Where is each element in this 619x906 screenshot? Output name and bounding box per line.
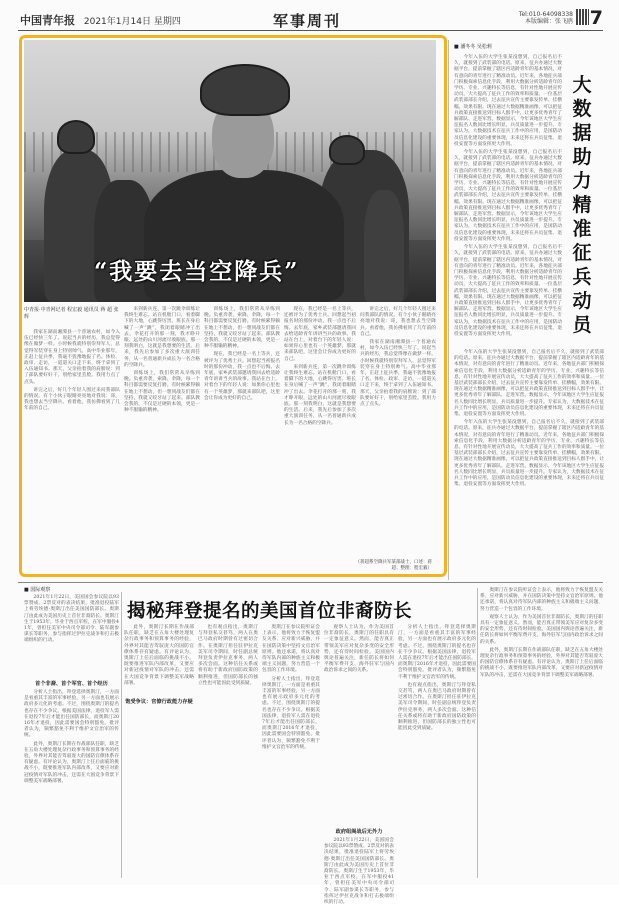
bottom-section-label: ■ 国际观察 (24, 587, 51, 593)
bottom-column-2 (124, 625, 194, 878)
paragraph: 今年入伍的大学生张某没想到，自己报名后不久，就接到了武装部的电话。原来，征兵办通过大数据平台，提前掌握了辖区内适龄青年的基本情况，对有意向的青年进行了精准动员。近年来，各地征兵部门积极探索信息化手段，利用大数据分析适龄青年的学历、专业、兴趣特长等信息，有针对性地开展宣传动员，大大提高了征兵工作的效率和质量。一位基层武装部部长介绍，过去征兵宣传主要靠发传单、挂横幅，效果有限。现在通过大数据精准画像，可以把征兵政策直接推送到目标人群手中，让更多优秀青年了解部队、走进军营。数据显示，今年该地区大学生应征报名人数同比增长明显，兵员质量进一步提升。专家认为，大数据技术在征兵工作中的应用，是国防动员信息化建设的重要体现，未来还将在兵员征集、退役安置等方面发挥更大作用。 (454, 350, 605, 418)
masthead (18, 8, 603, 31)
bottom-subhead-3: 政府组阁战后无外力 (335, 829, 383, 835)
right-article-column-2 (454, 350, 604, 575)
paragraph: 来到新兵连，第一次跳伞训练让我终生难忘。站在机舱门口，看着脚下的大地，心跳得厉害。班长在身后喊了一声“跳”，我闭着眼睛冲了出去。伞花打开的那一刻，我才睁开眼，远处的山川河流尽收眼底。那一刻我明白，这就是我想要的生活。后来，我先后参加了多次重大演训任务，从一名普通新兵成长为一名合格的空降兵。 (284, 364, 356, 426)
contact-info: Tel:010-64098338 本版编辑：张飞鸥 (518, 11, 573, 25)
paragraph: 分析人士指出，拜登选择奥斯汀，一方面是看重其丰富的军事经验，另一方面也有展示政府多元化的考虑。不过，围绕奥斯汀的提名也存在不少争议。根据美国法律，退役军人需在退役7年后才能出任国防部长，而奥斯汀2016年才退役，因此需要国会特别豁免。批评者认为，频繁豁免不利于维护文官治军的传统。 (398, 625, 476, 680)
paragraph: 2021年1月22日，美国国会参议院以93票赞成、2票反对的表决结果，批准退役陆军上将劳埃德·奥斯汀出任美国国防部长。奥斯汀由此成为美国历史上首位非裔防长。奥斯汀生于1953年，毕业于西点军校，在军中服役41年，曾担任美军中央司令部司令、陆军副参谋长等职务，参与指挥过伊拉克战争和打击极端组织的行动。 (24, 595, 119, 644)
paragraph: 现在，我已经是一名上等兵，还被评为了优秀士兵。回想起当初报名时的那份冲动，我一点也不后悔。去年底，家乡武装部邀请我回去给适龄青年讲讲当兵的故事。我站在台上，对着台下的年轻人说：如果你心里也有一个英雄梦，那就来部队吧，这里会让你成为更好的自己。 (284, 307, 356, 362)
paragraph: 此外，奥斯汀长期在作战部队任职，缺乏在五角大楼处理复杂行政事务和预算事务的经验，外界对其能否驾驭庞大的国防官僚体系存有疑虑。有评论认为，奥斯汀上任后面临的挑战不小，既要推进军队内部改革，又要应对新冠疫情对军队的冲击，还需在大国竞争背景下调整美军战略部署。 (24, 741, 119, 784)
issue-date: 2021年1月14日 星期四 (83, 17, 181, 27)
page-number: 7 (589, 7, 603, 29)
paragraph: 来到新兵连，第一次跳伞训练让我终生难忘。站在机舱门口，看着脚下的大地，心跳得厉害。班长在身后喊了一声“跳”，我闭着眼睛冲了出去。伞花打开的那一刻，我才睁开眼，远处的山川河流尽收眼底。那一刻我明白，这就是我想要的生活。后来，我先后参加了多次重大演训任务，从一名普通新兵成长为一名合格的空降兵。 (124, 307, 200, 368)
masthead-left (20, 12, 181, 28)
paragraph: 观察人士认为，作为美国首位非裔防长，奥斯汀的任职具有一定象征意义。然而，能否真正带领美军应对复杂多变的安全形势，还有待时间检验。美国国内舆论普遍关注，新任防长将如何平衡军费开支、海外驻军与国内政治诉求之间的关系。 (324, 625, 394, 674)
paragraph: 奥斯汀在参议院听证会上表示，他将致力于恢复盟友关系、应对新兴威胁，并在国防决策中坚持文官治军原则。他还承诺，将认真对待军队内部的种族主义和极端主义问题，努力营造一个包容的工作环境。 (480, 588, 603, 612)
paragraph: 我家在湖南湘潭县一个普通农村，如今入伍已经快三年了。说起当兵的经历，我总觉得像在做梦一样。小时候我就特别崇拜军人，总觉得军装穿在身上特别帅气。高中毕业那年，正赶上征兵季，我毫不犹豫地报了名。体检、政审、走访，一道道关口走下来，终于拿到了入伍通知书。那天，父亲拍着我的肩膀说：到了部队要好好干，别给家里丢脸。我用力点了点头。 (360, 340, 436, 408)
paragraph: 现在，我已经是一名上等兵，还被评为了优秀士兵。回想起当初报名时的那份冲动，我一点也不后悔。去年底，家乡武装部邀请我回去给适龄青年讲讲当兵的故事。我站在台上，对着台下的年轻人说：如果你心里也有一个英雄梦，那就来部队吧，这里会让你成为更好的自己。 (204, 352, 280, 401)
bottom-column-5b (324, 838, 394, 906)
paragraph: 分析人士指出，拜登选择奥斯汀，一方面是看重其丰富的军事经验，另一方面也有展示政府多元化的考虑。不过，围绕奥斯汀的提名也存在不少争议。根据美国法律，退役军人需在退役7年后才能出任国防部长，而奥斯汀2016年才退役，因此需要国会特别豁免。批评者认为，频繁豁免不利于维护文官治军的传统。 (262, 676, 320, 750)
bottom-column-7 (480, 588, 603, 878)
column-rule (477, 588, 478, 878)
paper-name: 中国青年报 (20, 14, 75, 27)
bottom-subhead-1: 首个非裔、首个军官、首个经历 (35, 681, 108, 687)
paragraph: 今年入伍的大学生张某没想到，自己报名后不久，就接到了武装部的电话。原来，征兵办通过大数据平台，提前掌握了辖区内适龄青年的基本情况，对有意向的青年进行了精准动员。近年来，各地征兵部门积极探索信息化手段，利用大数据分析适龄青年的学历、专业、兴趣特长等信息，有针对性地开展宣传动员，大大提高了征兵工作的效率和质量。一位基层武装部部长介绍，过去征兵宣传主要靠发传单、挂横幅，效果有限。现在通过大数据精准画像，可以把征兵政策直接推送到目标人群手中，让更多优秀青年了解部队、走进军营。数据显示，今年该地区大学生应征报名人数同比增长明显，兵员质量进一步提升。专家认为，大数据技术在征兵工作中的应用，是国防动员信息化建设的重要体现，未来还将在兵员征集、退役安置等方面发挥更大作用。 (454, 55, 562, 147)
paragraph: 今年入伍的大学生张某没想到，自己报名后不久，就接到了武装部的电话。原来，征兵办通过大数据平台，提前掌握了辖区内适龄青年的基本情况，对有意向的青年进行了精准动员。近年来，各地征兵部门积极探索信息化手段，利用大数据分析适龄青年的学历、专业、兴趣特长等信息，有针对性地开展宣传动员，大大提高了征兵工作的效率和质量。一位基层武装部部长介绍，过去征兵宣传主要靠发传单、挂横幅，效果有限。现在通过大数据精准画像，可以把征兵政策直接推送到目标人群手中，让更多优秀青年了解部队、走进军营。数据显示，今年该地区大学生应征报名人数同比增长明显，兵员质量进一步提升。专家认为，大数据技术在征兵工作中的应用，是国防动员信息化建设的重要体现，未来还将在兵员征集、退役安置等方面发挥更大作用。 (454, 420, 605, 488)
paragraph: 也有观点指出，奥斯汀与拜登私交甚笃，两人在奥巴马政府时期曾有过密切合作。在奥斯汀担任驻伊拉克美军司令期间，时任副总统拜登负责伊拉克事务，两人多次会面。这种信任关系或将有助于新政府国防政策的顺利推进，但国防部长的独立性也可能因此受到质疑。 (198, 625, 258, 686)
paragraph: 此外，奥斯汀长期在作战部队任职，缺乏在五角大楼处理复杂行政事务和预算事务的经验，外界对其能否驾驭庞大的国防官僚体系存有疑虑。有评论认为，奥斯汀上任后面临的挑战不小，既要推进军队内部改革，又要应对新冠疫情对军队的冲击，还需在大国竞争背景下调整美军战略部署。 (124, 625, 194, 686)
paragraph: 此外，奥斯汀长期在作战部队任职，缺乏在五角大楼处理复杂行政事务和预算事务的经验，外界对其能否驾驭庞大的国防官僚体系存有疑虑。有评论认为，奥斯汀上任后面临的挑战不小，既要推进军队内部改革，又要应对新冠疫情对军队的冲击，还需在大国竞争背景下调整美军战略部署。 (480, 647, 603, 678)
column-rule (448, 40, 449, 580)
photo-caption: “我要去当空降兵” (94, 258, 300, 285)
paragraph: 今年入伍的大学生张某没想到，自己报名后不久，就接到了武装部的电话。原来，征兵办通过大数据平台，提前掌握了辖区内适龄青年的基本情况，对有意向的青年进行了精准动员。近年来，各地征兵部门积极探索信息化手段，利用大数据分析适龄青年的学历、专业、兴趣特长等信息，有针对性地开展宣传动员，大大提高了征兵工作的效率和质量。一位基层武装部部长介绍，过去征兵宣传主要靠发传单、挂横幅，效果有限。现在通过大数据精准画像，可以把征兵政策直接推送到目标人群手中，让更多优秀青年了解部队、走进军营。数据显示，今年该地区大学生应征报名人数同比增长明显，兵员质量进一步提升。专家认为，大数据技术在征兵工作中的应用，是国防动员信息化建设的重要体现，未来还将在兵员征集、退役安置等方面发挥更大作用。 (454, 150, 562, 242)
bottom-column-3 (198, 625, 258, 878)
qr-code-icon (576, 9, 589, 25)
bottom-article-headline: 揭秘拜登提名的美国首位非裔防长 (127, 601, 413, 622)
paragraph: 讲完之后，好几个年轻人围过来问我部队的情况。有个小伙子眼睛亮亮地对我说：哥，我也想去当空降兵。看着他，我仿佛看到了几年前的自己。 (24, 387, 120, 412)
bottom-column-4 (262, 625, 320, 878)
highlight-frame (19, 35, 447, 577)
paragraph: 2021年1月22日，美国国会参议院以93票赞成、2票反对的表决结果，批准退役陆军上将劳埃德·奥斯汀出任美国国防部长。奥斯汀由此成为美国历史上首位非裔防长。奥斯汀生于1953年，毕业于西点军校，在军中服役41年，曾担任美军中央司令部司令、陆军副参谋长等职务，参与指挥过伊拉克战争和打击极端组织的行动。 (324, 838, 394, 906)
bottom-subhead-2: 饱受争议：官僚行政能力存疑 (125, 699, 193, 705)
paragraph: 观察人士认为，作为美国首位非裔防长，奥斯汀的任职具有一定象征意义。然而，能否真正带领美军应对复杂多变的安全形势，还有待时间检验。美国国内舆论普遍关注，新任防长将如何平衡军费开支、海外驻军与国内政治诉求之间的关系。 (480, 614, 603, 645)
paragraph: 我家在湖南湘潭县一个普通农村，如今入伍已经快三年了。说起当兵的经历，我总觉得像在做梦一样。小时候我就特别崇拜军人，总觉得军装穿在身上特别帅气。高中毕业那年，正赶上征兵季，我毫不犹豫地报了名。体检、政审、走访，一道道关口走下来，终于拿到了入伍通知书。那天，父亲拍着我的肩膀说：到了部队要好好干，别给家里丢脸。我用力点了点头。 (24, 330, 120, 385)
paragraph: 训练场上，我们常常从早练到晚。负重奔袭、索降、伞降，每一个科目都需要反复打磨。有时候累得躺在地上不想动，但一想到战友们都在坚持，我就又咬牙站了起来。部队教会我的，不仅是过硬的本领，更是一种不服输的精神。 (204, 307, 280, 350)
section-divider (18, 582, 603, 583)
paragraph: 训练场上，我们常常从早练到晚。负重奔袭、索降、伞降，每一个科目都需要反复打磨。有时候累得躺在地上不想动，但一想到战友们都在坚持，我就又咬牙站了起来。部队教会我的，不仅是过硬的本领，更是一种不服输的精神。 (124, 371, 200, 414)
bottom-column-6 (398, 625, 476, 878)
column-rule (121, 592, 122, 878)
main-article-author: （蒋超系空降兵军某部战士，口述：蒋超；整理：程宏毅） (355, 560, 432, 571)
section-title: 军事周刊 (273, 12, 342, 30)
paragraph: 今年入伍的大学生张某没想到，自己报名后不久，就接到了武装部的电话。原来，征兵办通过大数据平台，提前掌握了辖区内适龄青年的基本情况，对有意向的青年进行了精准动员。近年来，各地征兵部门积极探索信息化手段，利用大数据分析适龄青年的学历、专业、兴趣特长等信息，有针对性地开展宣传动员，大大提高了征兵工作的效率和质量。一位基层武装部部长介绍，过去征兵宣传主要靠发传单、挂横幅，效果有限。现在通过大数据精准画像，可以把征兵政策直接推送到目标人群手中，让更多优秀青年了解部队、走进军营。数据显示，今年该地区大学生应征报名人数同比增长明显，兵员质量进一步提升。专家认为，大数据技术在征兵工作中的应用，是国防动员信息化建设的重要体现，未来还将在兵员征集、退役安置等方面发挥更大作用。 (454, 245, 562, 337)
paragraph: 奥斯汀在参议院听证会上表示，他将致力于恢复盟友关系、应对新兴威胁，并在国防决策中坚持文官治军原则。他还承诺，将认真对待军队内部的种族主义和极端主义问题，努力营造一个包容的工作环境。 (262, 625, 320, 674)
paragraph: 分析人士指出，拜登选择奥斯汀，一方面是看重其丰富的军事经验，另一方面也有展示政府多元化的考虑。不过，围绕奥斯汀的提名也存在不少争议。根据美国法律，退役军人需在退役7年后才能出任国防部长，而奥斯汀2016年才退役，因此需要国会特别豁免。批评者认为，频繁豁免不利于维护文官治军的传统。 (24, 690, 119, 739)
right-article-headline: 大数据助力精准征兵动员 (572, 74, 592, 336)
bottom-column-1b (24, 690, 119, 878)
bottom-column-5 (324, 625, 394, 825)
main-article-byline: 中青报·中青网记者 程宏毅 通讯员 蒋 超 张 辉 (24, 307, 119, 320)
paragraph: 讲完之后，好几个年轻人围过来问我部队的情况。有个小伙子眼睛亮亮地对我说：哥，我也想去当空降兵。看着他，我仿佛看到了几年前的自己。 (360, 307, 436, 337)
paragraph: 也有观点指出，奥斯汀与拜登私交甚笃，两人在奥巴马政府时期曾有过密切合作。在奥斯汀担任驻伊拉克美军司令期间，时任副总统拜登负责伊拉克事务，两人多次会面。这种信任关系或将有助于新政府国防政策的顺利推进，但国防部长的独立性也可能因此受到质疑。 (398, 682, 476, 732)
right-article-byline: ■ 潘冬冬 吴松莉 (454, 44, 492, 50)
